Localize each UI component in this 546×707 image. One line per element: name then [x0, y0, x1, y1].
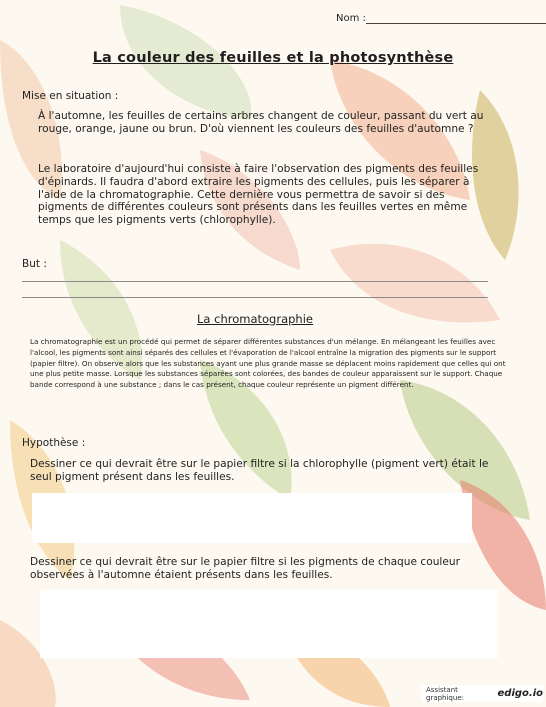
- drawing-area-1[interactable]: [32, 493, 472, 543]
- section-title-chromatographie: La chromatographie: [197, 312, 313, 326]
- but-answer-line[interactable]: [22, 281, 488, 282]
- badge-label: Assistant graphique:: [426, 685, 464, 702]
- page-title: La couleur des feuilles et la photosynthèse: [92, 50, 454, 66]
- drawing-area-2[interactable]: [40, 590, 498, 658]
- but-answer-line[interactable]: [22, 297, 488, 298]
- name-label: Nom :: [336, 13, 366, 24]
- mise-en-situation-label: Mise en situation :: [22, 90, 119, 102]
- chromatographie-paragraph: La chromatographie est un procédé qui permet de séparer différentes substances d'un mélange. En mélangeant les feuilles avec l'alcool, les pigments sont ainsi séparés des cellules et l'évaporation de l'alcool entraîne la migration des pigments sur le support (papier filtre). On observe alors que les substances ayant une plus grande masse se déplacent moins rapidement que celles qui ont une plus petite masse. Lorsque les substances séparées sont colorées, des bandes de couleur apparaissent sur le support. Chaque bande correspond à une substance ; dans le cas présent, chaque couleur représente un pigment différent.: [30, 337, 506, 390]
- hypothese-prompt-1: Dessiner ce qui devrait être sur le papier filtre si la chlorophylle (pigment vert) était le seul pigment présent dans les feuilles.: [30, 458, 489, 483]
- hypothese-prompt-2: Dessiner ce qui devrait être sur le papier filtre si les pigments de chaque couleur observées à l'automne étaient présents dans les feuilles.: [30, 556, 460, 581]
- name-line[interactable]: [366, 23, 546, 24]
- but-label: But :: [22, 258, 47, 270]
- brand-logo: edigo.io: [497, 688, 543, 699]
- hypothese-label: Hypothèse :: [22, 437, 86, 449]
- leaf-decoration: [330, 244, 500, 323]
- situation-paragraph-2: Le laboratoire d'aujourd'hui consiste à faire l'observation des pigments des feuilles d'épinards. Il faudra d'abord extraire les pigments des cellules, puis les séparer à l'aide de la chromatographie. Cette dernière vous permettra de savoir si des pigments de différentes couleurs sont présents dans les feuilles vertes en même temps que les pigments verts (chlorophylle).: [38, 163, 479, 227]
- edigo-badge[interactable]: [421, 685, 543, 702]
- situation-paragraph-1: À l'automne, les feuilles de certains arbres changent de couleur, passant du vert au rouge, orange, jaune ou brun. D'où viennent les couleurs des feuilles d'automne ?: [38, 110, 484, 135]
